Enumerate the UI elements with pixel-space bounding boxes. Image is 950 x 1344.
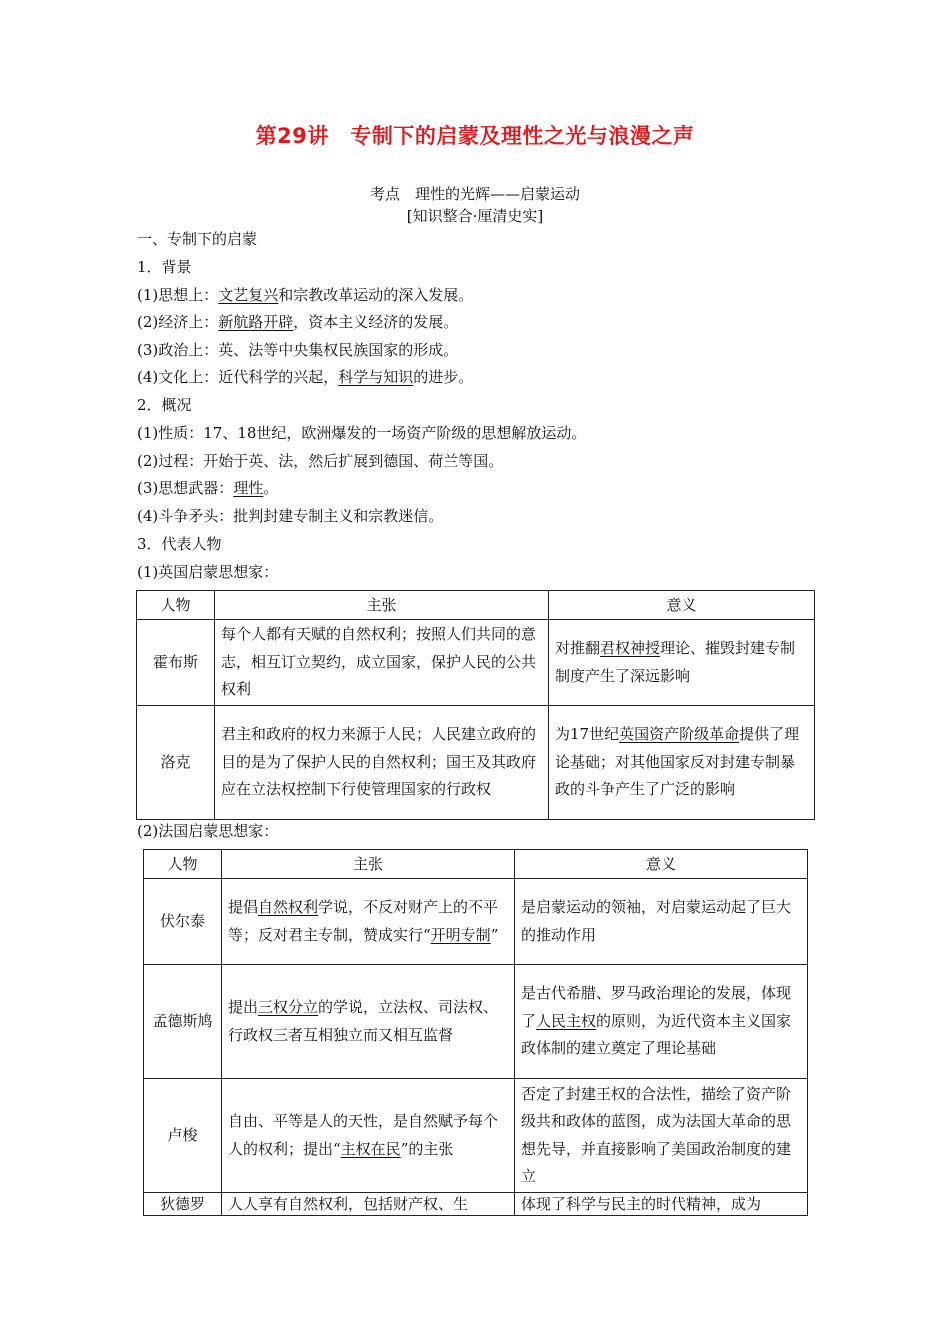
uk-thinkers-table [136,590,815,820]
topic-heading: 考点 理性的光辉——启蒙运动 [369,185,580,203]
person-name: 孟德斯鸠 [144,965,222,1079]
person-view: 君主和政府的权力来源于人民；人民建立政府的目的是为了保护人民的自然权利；国王及其政府应在立法权控制下行使管理国家的行政权 [215,706,549,820]
person-meaning: 为17世纪英国资产阶级革命提供了理论基础；对其他国家反对封建专制暴政的斗争产生了广泛的影响 [549,706,815,820]
person-name: 卢梭 [144,1079,222,1193]
header-view: 主张 [222,850,515,879]
table-header-row [144,850,808,879]
overview-item-2: (2)过程：开始于英、法，然后扩展到德国、荷兰等国。 [137,452,504,470]
overview-item-3: (3)思想武器：理性。 [137,479,279,497]
header-person: 人物 [144,850,222,879]
page-title: 第29讲 专制下的启蒙及理性之光与浪漫之声 [255,124,695,148]
person-meaning: 否定了封建王权的合法性，描绘了资产阶级共和政体的蓝图，成为法国大革命的思想先导，并直接影响了美国政治制度的建立 [515,1079,808,1193]
person-meaning: 是古代希腊、罗马政治理论的发展，体现了人民主权的原则，为近代资本主义国家政体制的建立奠定了理论基础 [515,965,808,1079]
person-name: 伏尔泰 [144,879,222,965]
person-view: 提倡自然权利学说，不反对财产上的不平等；反对君主专制，赞成实行“开明专制” [222,879,515,965]
person-view: 提出三权分立的学说，立法权、司法权、行政权三者互相独立而又相互监督 [222,965,515,1079]
person-name: 霍布斯 [137,620,215,706]
uk-thinkers-label: (1)英国启蒙思想家： [137,563,279,581]
fr-thinkers-table [143,849,808,1216]
header-meaning: 意义 [515,850,808,879]
person-view: 每个人都有天赋的自然权利；按照人们共同的意志，相互订立契约，成立国家，保护人民的公共权利 [215,620,549,706]
table-row [144,1079,808,1193]
background-item-2: (2)经济上：新航路开辟，资本主义经济的发展。 [137,313,459,331]
header-person: 人物 [137,591,215,620]
table-row [137,706,815,820]
background-item-4: (4)文化上：近代科学的兴起，科学与知识的进步。 [137,368,474,386]
person-name: 狄德罗 [144,1193,222,1216]
section-heading: 一、专制下的启蒙 [137,230,258,248]
background-heading: 1．背景 [137,258,192,276]
subtopic-heading: [知识整合·厘清史实] [406,207,544,225]
person-name: 洛克 [137,706,215,820]
person-meaning: 体现了科学与民主的时代精神，成为 [515,1193,808,1216]
overview-heading: 2．概况 [137,396,192,414]
overview-item-4: (4)斗争矛头：批判封建专制主义和宗教迷信。 [137,507,444,525]
table-row [137,620,815,706]
overview-item-1: (1)性质：17、18世纪，欧洲爆发的一场资产阶级的思想解放运动。 [137,424,587,442]
fr-thinkers-label: (2)法国启蒙思想家： [137,822,279,840]
background-item-3: (3)政治上：英、法等中央集权民族国家的形成。 [137,341,459,359]
table-header-row [137,591,815,620]
header-meaning: 意义 [549,591,815,620]
background-item-1: (1)思想上：文艺复兴和宗教改革运动的深入发展。 [137,286,474,304]
person-meaning: 对推翻君权神授理论、摧毁封建专制制度产生了深远影响 [549,620,815,706]
table-row [144,879,808,965]
person-view: 人人享有自然权利，包括财产权、生 [222,1193,515,1216]
person-meaning: 是启蒙运动的领袖，对启蒙运动起了巨大的推动作用 [515,879,808,965]
header-view: 主张 [215,591,549,620]
table-row [144,965,808,1079]
table-row [144,1193,808,1216]
representatives-heading: 3．代表人物 [137,535,222,553]
person-view: 自由、平等是人的天性，是自然赋予每个人的权利；提出“主权在民”的主张 [222,1079,515,1193]
